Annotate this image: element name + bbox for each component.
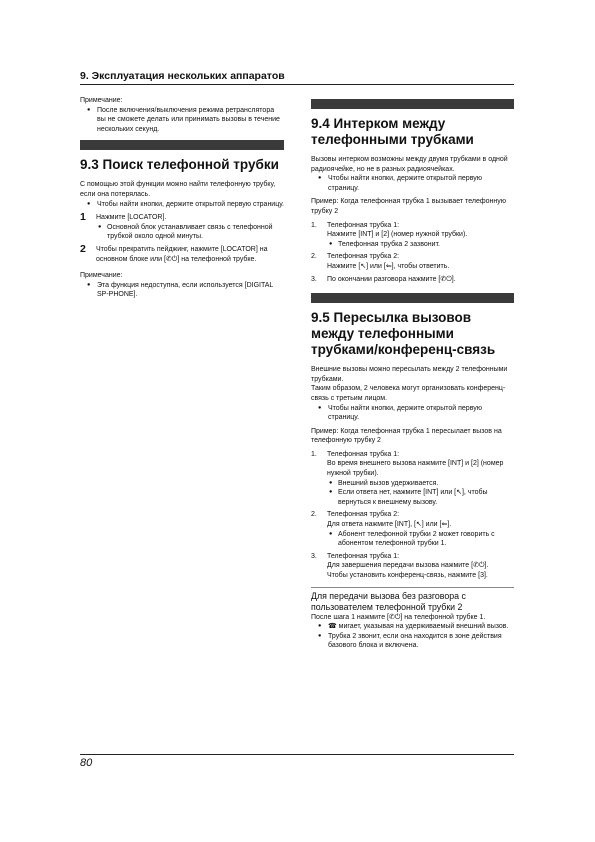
step-text: Чтобы прекратить пейджинг, нажмите [LOCATOR] на основном блоке или [✆⏻] на телефонной трубке. (96, 245, 268, 263)
step-number: 2 (80, 242, 86, 255)
running-header: 9. Эксплуатация нескольких аппаратов (80, 70, 285, 82)
step-sub: ● Внешний вызов удерживается. (327, 479, 514, 489)
section-title-9-5: 9.5 Пересылка вызовов между телефонными трубками/конференц-связь (311, 310, 496, 358)
step-number: 3. (311, 552, 317, 560)
footer-rule (80, 754, 514, 755)
step-label: Телефонная трубка 1: (327, 450, 400, 458)
section-bar (311, 293, 514, 303)
steps-list (311, 221, 514, 285)
section-intro: Таким образом, 2 человека могут организовать конференц-связь с третьим лицом. (311, 385, 506, 402)
step-number: 2. (311, 253, 317, 261)
subsection-item: ● ☎ мигает, указывая на удерживаемый внешний вызов. (311, 622, 514, 632)
step-label: Телефонная трубка 1: (327, 552, 400, 560)
step-text: По окончании разговора нажмите [✆⏻]. (327, 275, 456, 283)
example-text: Пример: Когда телефонная трубка 1 пересылает вызов на телефонную трубку 2 (311, 427, 502, 445)
step-item (311, 450, 514, 508)
step-text: Нажмите [LOCATOR]. (96, 214, 167, 222)
step-item (80, 213, 284, 242)
step-item (311, 510, 514, 548)
section-bar (311, 99, 514, 109)
step-item (311, 221, 514, 250)
steps-list (80, 213, 284, 264)
step-text: Для ответа нажмите [INT], [↖] или [⇐]. (327, 521, 452, 529)
subsection-rule (311, 587, 514, 588)
step-item (311, 275, 514, 285)
subsection-intro: После шага 1 нажмите [✆⏻] на телефонной трубке 1. (311, 613, 486, 621)
step-text: Нажмите [INT] и [2] (номер нужной трубки). (327, 231, 468, 239)
step-number: 1. (311, 450, 317, 458)
step-label: Телефонная трубка 2: (327, 253, 400, 261)
section-intro: Вызовы интерком возможны между двумя трубками в одной радиоячейке, но не в разных радиоячейках. (311, 156, 508, 173)
step-text: Во время внешнего вызова нажмите [INT] и [2] (номер нужной трубки). (327, 460, 504, 478)
step-number: 1 (80, 211, 86, 224)
right-column (311, 99, 514, 651)
section-intro: Внешние вызовы можно пересылать между 2 телефонными трубками. (311, 366, 508, 383)
example-text: Пример: Когда телефонная трубка 1 вызывает телефонную трубку 2 (311, 198, 506, 215)
step-number: 3. (311, 275, 317, 283)
step-label: Телефонная трубка 1: (327, 221, 400, 229)
intro-bullet: ● Чтобы найти кнопки, держите открытой первую страницу. (311, 174, 514, 193)
step-item (80, 242, 284, 264)
subsection-item: ● Трубка 2 звонит, если она находится в зоне действия базового блока и включена. (311, 632, 514, 651)
step-sub: ● Телефонная трубка 2 зазвонит. (327, 240, 514, 250)
intro-bullet: ● Чтобы найти кнопки, держите открытой первую страницу. (311, 404, 514, 423)
section-title-9-4: 9.4 Интерком между телефонными трубками (311, 116, 474, 147)
note-label: Примечание: (80, 272, 123, 280)
step-label: Телефонная трубка 2: (327, 511, 400, 519)
page-number: 80 (80, 757, 93, 769)
step-text: Нажмите [↖] или [⇐], чтобы ответить. (327, 262, 450, 270)
step-text: Для завершения передачи вызова нажмите [✆⏻]. (327, 562, 489, 570)
step-number: 1. (311, 221, 317, 229)
subsection-title: Для передачи вызова без разговора с пользователем телефонной трубки 2 (311, 590, 466, 612)
step-number: 2. (311, 511, 317, 519)
intro-bullet: ● Чтобы найти кнопки, держите открытой первую страницу. (80, 200, 284, 210)
step-text: Чтобы установить конференц-связь, нажмите [3]. (327, 572, 488, 579)
step-item (311, 252, 514, 271)
note-item: ● После включения/выключения режима ретранслятора вы не сможете делать или принимать вызовы в течение нескольких секунд. (80, 106, 284, 135)
note-label: Примечание: (80, 97, 123, 104)
left-column (80, 96, 284, 300)
step-sub: ● Абонент телефонной трубки 2 может говорить с абонентом телефонной трубки 1. (327, 530, 514, 549)
section-title-9-3: 9.3 Поиск телефонной трубки (80, 157, 279, 173)
section-bar (80, 140, 284, 150)
header-rule (80, 84, 514, 85)
step-item (311, 552, 514, 581)
step-sub: ● Если ответа нет, нажмите [INT] или [↖], чтобы вернуться к внешнему вызову. (327, 488, 514, 507)
section-intro: С помощью этой функции можно найти телефонную трубку, если она потерялась. (80, 181, 276, 198)
step-sub: ● Основной блок устанавливает связь с телефонной трубкой около одной минуты. (96, 223, 284, 242)
note-item: ● Эта функция недоступна, если используется [DIGITAL SP-PHONE]. (80, 281, 284, 300)
steps-list (311, 450, 514, 581)
